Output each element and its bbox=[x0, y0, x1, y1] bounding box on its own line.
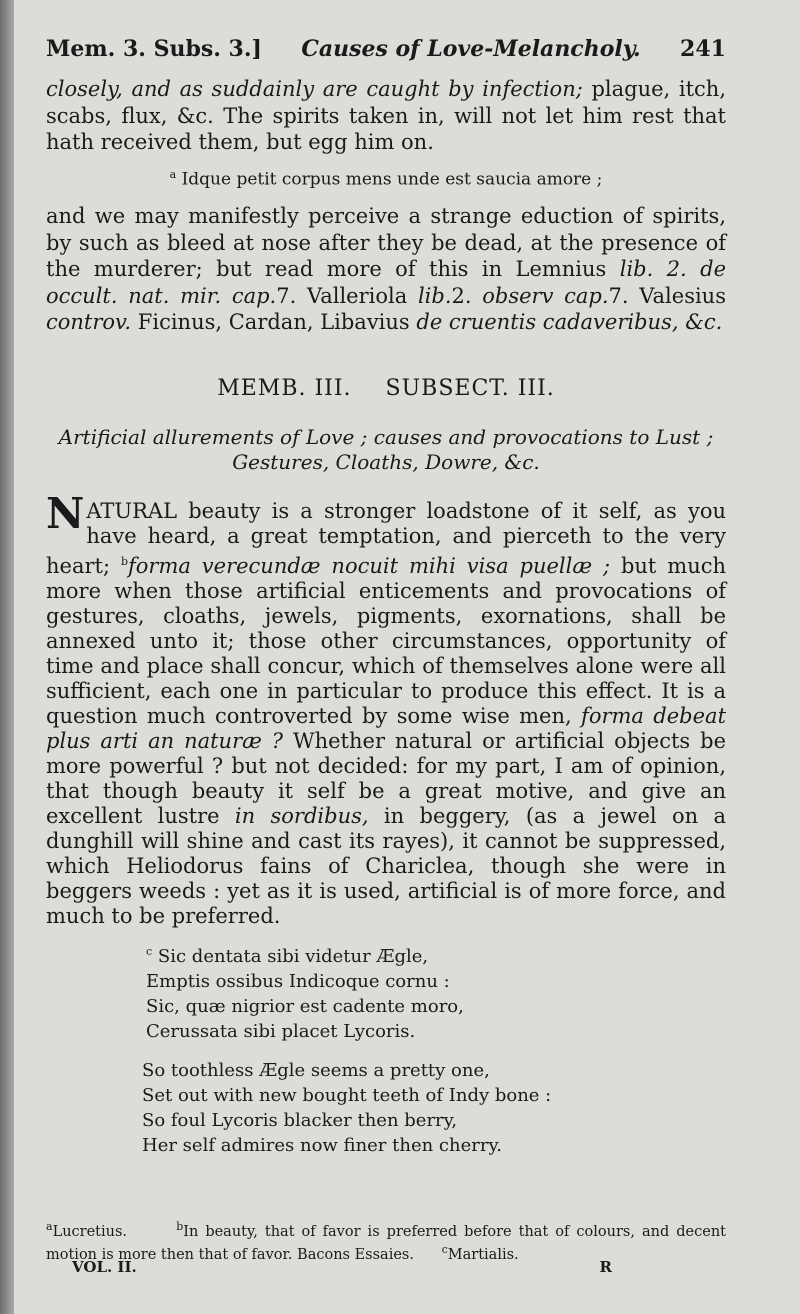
poem-line: Sic, quæ nigrior est cadente moro, bbox=[146, 995, 464, 1017]
italic-citation: lib. 2. de occult. nat. mir. cap. bbox=[46, 257, 726, 308]
text-run: in beggery, (as a jewel on a dunghill will shine and cast its rayes), it cannot be suppressed, which Heliodorus fains of Chariclea, though she were in beggers weeds : yet as it is used, artificial is of more force, and much to be preferred. bbox=[46, 803, 726, 928]
poem-line bbox=[146, 939, 726, 969]
italic-citation: lib. bbox=[417, 283, 452, 308]
footnote-marker-c: c bbox=[146, 944, 153, 958]
footnote-c-marker: c bbox=[441, 1242, 448, 1256]
italic-citation: observ cap. bbox=[482, 283, 609, 308]
italic-quote: forma verecundæ nocuit mihi visa puellæ ; bbox=[127, 553, 611, 578]
text-run: 7. Valleriola bbox=[276, 283, 418, 308]
text-run: 7. Valesius bbox=[608, 283, 726, 308]
poem-line: Her self admires now finer then cherry. bbox=[142, 1134, 502, 1156]
latin-verse-text: Idque petit corpus mens unde est saucia amore ; bbox=[181, 169, 603, 190]
scan-edge bbox=[0, 0, 14, 1314]
main-paragraph bbox=[46, 488, 727, 929]
small-caps-word: ATURAL bbox=[86, 498, 178, 523]
signature-mark: R bbox=[599, 1258, 612, 1276]
latin-verse bbox=[46, 168, 726, 190]
english-poem bbox=[46, 1058, 726, 1158]
volume-label: VOL. II. bbox=[72, 1258, 137, 1276]
lead-italic: closely, and as suddainly are caught by infection; bbox=[46, 77, 583, 101]
poem-line: Emptis ossibus Indicoque cornu : bbox=[146, 970, 450, 992]
header-title: Causes of Love-Melancholy. bbox=[301, 36, 641, 62]
drop-cap: N bbox=[46, 488, 85, 538]
footnote-b-marker: b bbox=[176, 1220, 184, 1233]
text-run: 2. bbox=[451, 283, 483, 308]
poem-line: Cerussata sibi placet Lycoris. bbox=[146, 1020, 416, 1042]
lead-text: plague, itch, scabs, flux, &c. The spirits taken in, will not let him rest that hath received them, but egg him on. bbox=[46, 77, 726, 154]
footnote-c: Martialis. bbox=[447, 1246, 519, 1263]
text-run: Ficinus, Cardan, Libavius bbox=[131, 310, 417, 335]
poem-line: So foul Lycoris blacker then berry, bbox=[142, 1109, 458, 1131]
section-subtitle: Artificial allurements of Love ; causes and provocations to Lust ; Gestures, Cloaths, Dowre, &c. bbox=[58, 424, 714, 474]
italic-quote: in sordibus, bbox=[234, 803, 369, 828]
running-header bbox=[46, 36, 726, 62]
second-paragraph bbox=[46, 203, 726, 336]
footnote-b: In beauty, that of favor is preferred before that of colours, and decent motion is more then that of favor. Bacons Essaies. bbox=[46, 1223, 726, 1263]
text-run: beauty is a stronger loadstone of it self, as you have heard, a great temptation, and pierceth to the very heart; bbox=[46, 498, 726, 578]
header-section: Mem. 3. Subs. 3.] bbox=[46, 36, 262, 62]
text-run: Whether natural or artificial objects be more powerful ? but not decided: for my part, I am of opinion, that though beauty it self be a great motive, and give an excellent lustre bbox=[46, 728, 726, 828]
italic-citation: de cruentis cadaveribus, &c. bbox=[416, 310, 723, 335]
section-heading bbox=[46, 376, 726, 401]
text-run: but much more when those artificial enticements and provocations of gestures, cloaths, jewels, pigments, exornations, shall be annexed unto it; those other circumstances, opportunity of time and place shall concur, which of themselves alone were all sufficient, each one in particular to produce this effect. It is a question much controverted by some wise men, bbox=[46, 553, 727, 728]
footnote-marker-b: b bbox=[120, 554, 128, 568]
page-footer bbox=[72, 1258, 612, 1276]
poem-line: So toothless Ægle seems a pretty one, bbox=[142, 1059, 490, 1081]
footnotes bbox=[46, 1218, 726, 1264]
page-number: 241 bbox=[680, 36, 726, 62]
subsect-label: SUBSECT. III. bbox=[385, 375, 555, 401]
latin-poem bbox=[46, 939, 726, 1044]
poem-line: Set out with new bought teeth of Indy bone : bbox=[142, 1084, 552, 1106]
footnote-a: Lucretius. bbox=[52, 1223, 128, 1240]
italic-citation: controv. bbox=[46, 310, 132, 335]
text-run: and we may manifestly perceive a strange eduction of spirits, by such as bleed at nose after they be dead, at the presence of the murderer; but read more of this in Lemnius bbox=[46, 204, 726, 282]
page-content bbox=[46, 36, 726, 1158]
footnote-a-marker: a bbox=[46, 1220, 53, 1233]
italic-quote: forma debeat plus arti an naturæ ? bbox=[46, 703, 727, 753]
memb-label: MEMB. III. bbox=[217, 375, 352, 401]
book-page bbox=[14, 0, 800, 1314]
poem-line-text: Sic dentata sibi videtur Ægle, bbox=[157, 945, 429, 967]
footnote-marker-a: a bbox=[169, 167, 177, 181]
lead-paragraph bbox=[46, 76, 726, 156]
